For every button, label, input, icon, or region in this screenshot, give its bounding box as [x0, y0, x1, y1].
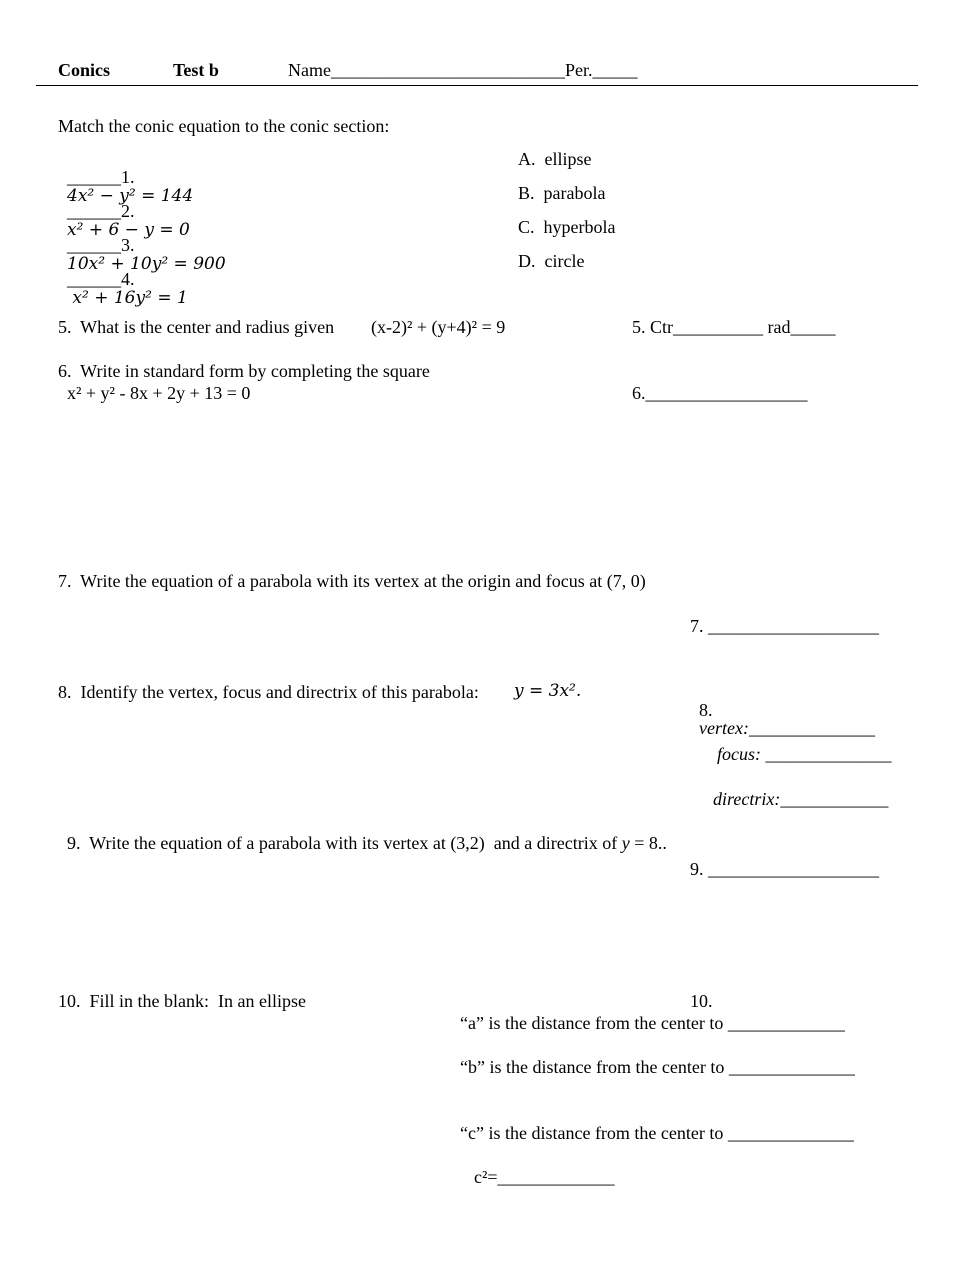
- q5-equation: (x-2)² + (y+4)² = 9: [371, 317, 506, 337]
- test-title: Test b: [173, 60, 219, 80]
- choice-c: C. hyperbola: [518, 217, 616, 237]
- q8-equation: y = 3x².: [514, 681, 582, 701]
- course-title: Conics: [58, 60, 111, 80]
- q8-focus-label: focus:: [717, 744, 761, 764]
- q5-answer[interactable]: 5. Ctr__________ rad_____: [632, 317, 836, 337]
- q8-directrix-line[interactable]: ____________: [780, 789, 889, 809]
- q10-c-line[interactable]: “c” is the distance from the center to ______________: [460, 1123, 854, 1143]
- q8-question: 8. Identify the vertex, focus and directrix of this parabola:: [58, 682, 479, 702]
- q8-focus-line[interactable]: ______________: [761, 744, 892, 764]
- q8-directrix-label: directrix:: [713, 789, 781, 809]
- q8-vertex-label: vertex:: [699, 718, 749, 738]
- q9-question: 9. Write the equation of a parabola with its vertex at (3,2) and a directrix of y = 8..: [67, 833, 667, 853]
- match-equation-3: 10x² + 10y² = 900: [67, 254, 226, 274]
- q10-question: 10. Fill in the blank: In an ellipse: [58, 991, 306, 1011]
- q6-equation: x² + y² - 8x + 2y + 13 = 0: [67, 383, 251, 403]
- q7-answer[interactable]: 7. ___________________: [690, 616, 879, 636]
- match-equation-2: x² + 6 − y = 0: [67, 220, 190, 240]
- name-period-line[interactable]: Name__________________________Per._____: [288, 60, 638, 80]
- choice-b: B. parabola: [518, 183, 606, 203]
- q8-focus-answer[interactable]: [708, 727, 892, 763]
- q10-c2-line[interactable]: c²=_____________: [474, 1167, 615, 1187]
- match-blank-4[interactable]: ______4.: [67, 269, 135, 289]
- match-instruction: Match the conic equation to the conic section:: [58, 116, 390, 136]
- q7-question: 7. Write the equation of a parabola with its vertex at the origin and focus at (7, 0): [58, 571, 646, 591]
- q6-answer[interactable]: 6.__________________: [632, 383, 808, 403]
- match-blank-2[interactable]: ______2.: [67, 201, 135, 221]
- match-blank-1[interactable]: ______1.: [67, 167, 135, 187]
- match-equation-1: 4x² − y² = 144: [67, 186, 194, 206]
- q10-b-line[interactable]: “b” is the distance from the center to ______________: [460, 1057, 855, 1077]
- q8-directrix-answer[interactable]: [704, 772, 888, 808]
- q6-question: 6. Write in standard form by completing the square: [58, 361, 430, 381]
- match-item-4: [58, 252, 188, 307]
- header-divider: [36, 85, 918, 86]
- q10-answer-number: 10.: [690, 991, 713, 1011]
- q10-a-line[interactable]: “a” is the distance from the center to _____________: [460, 1013, 845, 1033]
- choice-a: A. ellipse: [518, 149, 592, 169]
- match-equation-4: x² + 16y² = 1: [67, 288, 188, 308]
- match-blank-3[interactable]: ______3.: [67, 235, 135, 255]
- q9-answer[interactable]: 9. ___________________: [690, 859, 879, 879]
- q8-vertex-line[interactable]: ______________: [748, 718, 875, 738]
- q5-question: 5. What is the center and radius given: [58, 317, 335, 337]
- q8-answer-number: 8.: [699, 700, 713, 720]
- choice-d: D. circle: [518, 251, 585, 271]
